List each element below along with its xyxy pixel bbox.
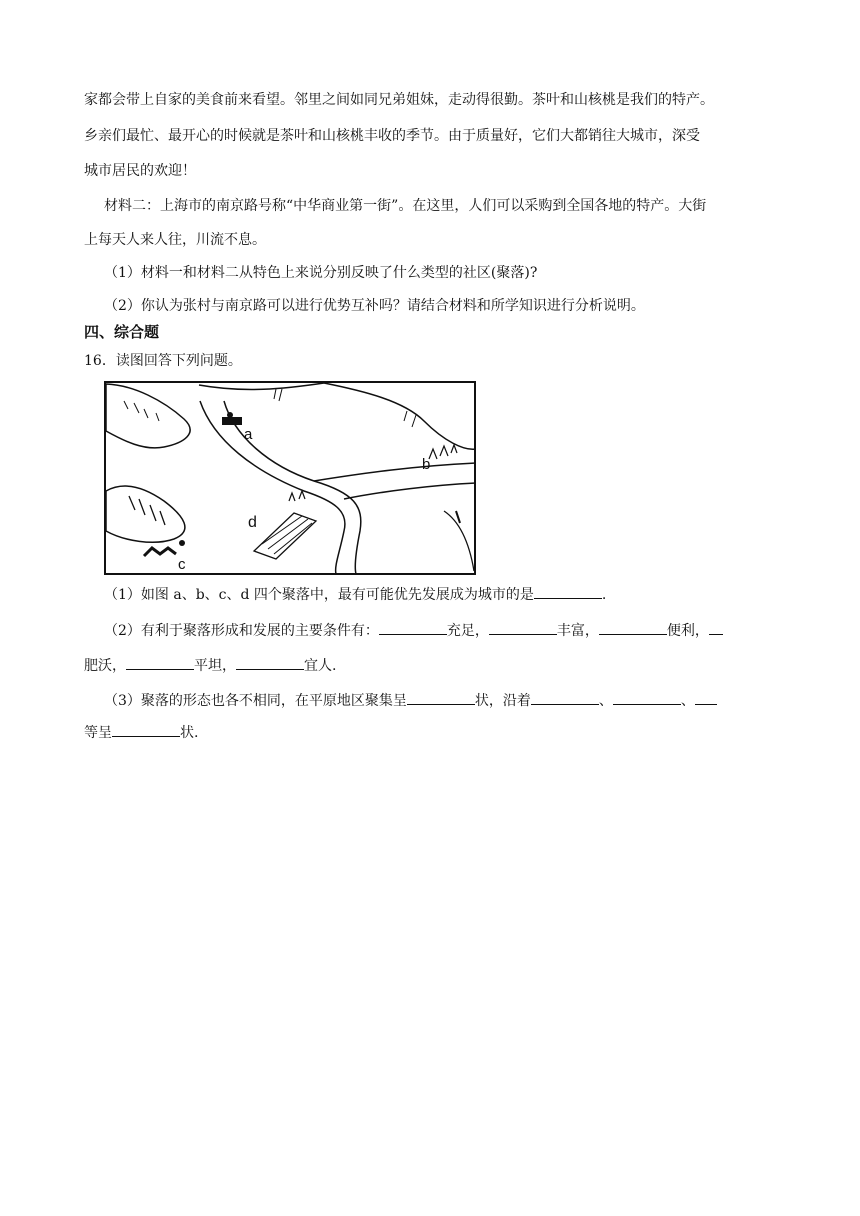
q16-sub2-line1	[104, 620, 723, 641]
settlement-a-houses	[222, 417, 242, 425]
q16-sub2-part-1: 充足，	[446, 623, 489, 639]
settlement-c-tree	[179, 540, 185, 546]
q16-sub3-part-2: 等呈	[84, 725, 112, 741]
q16-sub2-part-5: 平坦，	[194, 658, 236, 674]
material-one-line-1: 家都会带上自家的美食前来看望。邻里之间如同兄弟姐妹，走动得很勤。茶叶和山核桃是我们的特产。	[84, 92, 714, 108]
q15-sub1: （1）材料一和材料二从特色上来说分别反映了什么类型的社区(聚落)?	[104, 265, 538, 281]
q16-sub3-blank-5[interactable]	[112, 722, 180, 737]
q16-sub3-blank-1[interactable]	[407, 690, 475, 705]
q16-sub3-sep-2: 、	[680, 693, 695, 709]
q15-sub2: （2）你认为张村与南京路可以进行优势互补吗？请结合材料和所学知识进行分析说明。	[104, 298, 645, 314]
q16-sub1-end: .	[601, 587, 607, 603]
q16-sub3-blank-4[interactable]	[695, 690, 717, 705]
material-one-line-2: 乡亲们最忙、最开心的时候就是茶叶和山核桃丰收的季节。由于质量好，它们大都销往大城市，深受	[84, 128, 700, 144]
settlement-a-tree	[227, 412, 233, 418]
q16-sub3-sep-1: 、	[598, 693, 613, 709]
q16-stem: 16．读图回答下列问题。	[84, 353, 242, 369]
q16-sub3-text: （3）聚落的形态也各不相同，在平原地区聚集呈	[104, 693, 407, 709]
q16-sub3-line1	[104, 690, 717, 711]
material-two-line-1: 材料二：上海市的南京路号称“中华商业第一街”。在这里，人们可以采购到全国各地的特产。大街	[104, 198, 707, 214]
q16-sub2-line2	[84, 655, 336, 676]
settlement-map	[104, 381, 476, 575]
section-heading: 四、综合题	[84, 323, 160, 341]
q16-sub2-blank-3[interactable]	[599, 620, 667, 635]
label-b: b	[422, 456, 431, 473]
q16-sub2-text: （2）有利于聚落形成和发展的主要条件有：	[104, 623, 379, 639]
q16-sub2-blank-5[interactable]	[126, 655, 194, 670]
q16-sub2-part-6: 宜人.	[304, 658, 337, 674]
q16-sub3-blank-3[interactable]	[613, 690, 681, 705]
q16-sub2-part-4: 肥沃，	[84, 658, 126, 674]
q16-sub2-blank-2[interactable]	[489, 620, 557, 635]
q16-sub2-blank-6[interactable]	[236, 655, 304, 670]
q16-sub1-blank[interactable]	[534, 584, 602, 599]
settlement-map-figure	[104, 381, 476, 575]
q16-sub1	[104, 584, 606, 605]
q16-sub2-part-2: 丰富，	[556, 623, 599, 639]
q16-sub3-blank-2[interactable]	[531, 690, 599, 705]
label-a: a	[244, 426, 253, 443]
label-d: d	[248, 514, 257, 531]
q16-sub3-line2	[84, 722, 198, 743]
material-two-line-2: 上每天人来人往，川流不息。	[84, 232, 266, 248]
q16-sub3-part-3: 状.	[180, 725, 199, 741]
q16-sub3-part-1: 状，沿着	[474, 693, 531, 709]
q16-sub2-blank-1[interactable]	[379, 620, 447, 635]
q16-sub1-text: （1）如图 a、b、c、d 四个聚落中，最有可能优先发展成为城市的是	[104, 587, 534, 603]
q16-sub2-blank-4[interactable]	[709, 620, 723, 635]
q16-sub2-part-3: 便利，	[666, 623, 709, 639]
material-one-line-3: 城市居民的欢迎！	[84, 163, 196, 179]
label-c: c	[178, 556, 186, 573]
